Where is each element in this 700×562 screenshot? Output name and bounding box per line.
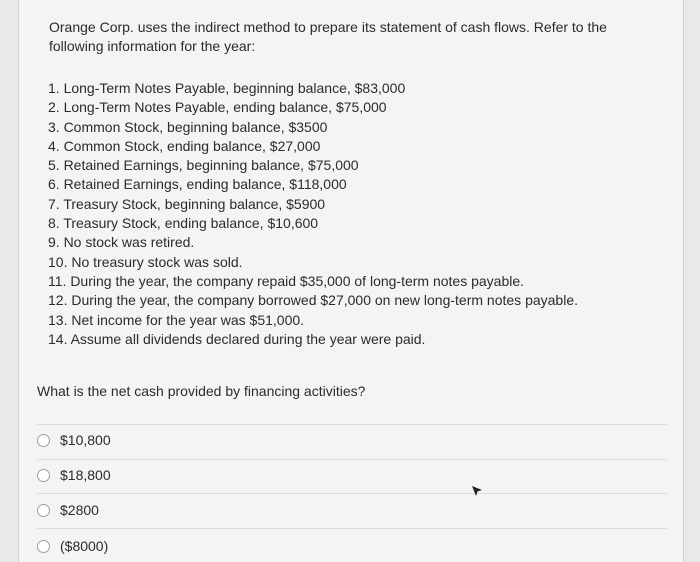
option-label: $10,800 [60, 432, 111, 448]
answer-option-1[interactable] [37, 429, 111, 451]
divider [37, 459, 667, 460]
radio-button[interactable] [37, 434, 50, 447]
radio-button[interactable] [37, 469, 50, 482]
list-item: 12. During the year, the company borrowed $27,000 on new long-term notes payable. [48, 292, 578, 309]
answer-option-2[interactable] [37, 464, 111, 486]
list-item: 9. No stock was retired. [48, 234, 195, 251]
divider [37, 528, 667, 529]
answer-option-3[interactable] [37, 499, 99, 521]
list-item: 7. Treasury Stock, beginning balance, $5900 [48, 195, 326, 212]
question-prompt: What is the net cash provided by financing activities? [37, 383, 366, 399]
mouse-pointer-icon [470, 484, 484, 498]
question-card [18, 0, 684, 562]
option-label: $18,800 [60, 467, 111, 483]
radio-button[interactable] [37, 540, 50, 553]
answer-option-4[interactable] [37, 535, 108, 557]
list-item: 13. Net income for the year was $51,000. [48, 311, 305, 328]
divider [37, 493, 667, 494]
list-item: 2. Long-Term Notes Payable, ending balance, $75,000 [48, 99, 387, 116]
list-item: 1. Long-Term Notes Payable, beginning balance, $83,000 [48, 80, 406, 96]
divider [37, 424, 667, 425]
list-item: 6. Retained Earnings, ending balance, $118,000 [48, 176, 347, 193]
list-item: 14. Assume all dividends declared during the year were paid. [48, 330, 426, 347]
list-item: 3. Common Stock, beginning balance, $3500 [48, 118, 328, 135]
radio-button[interactable] [37, 504, 50, 517]
option-label: ($8000) [60, 538, 109, 554]
list-item: 8. Treasury Stock, ending balance, $10,600 [48, 215, 319, 232]
list-item: 4. Common Stock, ending balance, $27,000 [48, 137, 321, 154]
list-item: 10. No treasury stock was sold. [48, 253, 243, 270]
list-item: 11. During the year, the company repaid $35,000 of long-term notes payable. [48, 272, 525, 289]
list-item: 5. Retained Earnings, beginning balance, $75,000 [48, 157, 359, 174]
info-list [48, 79, 578, 349]
option-label: $2800 [60, 502, 99, 518]
question-intro: Orange Corp. uses the indirect method to prepare its statement of cash flows. Refer to the following information for the year: [49, 19, 607, 54]
